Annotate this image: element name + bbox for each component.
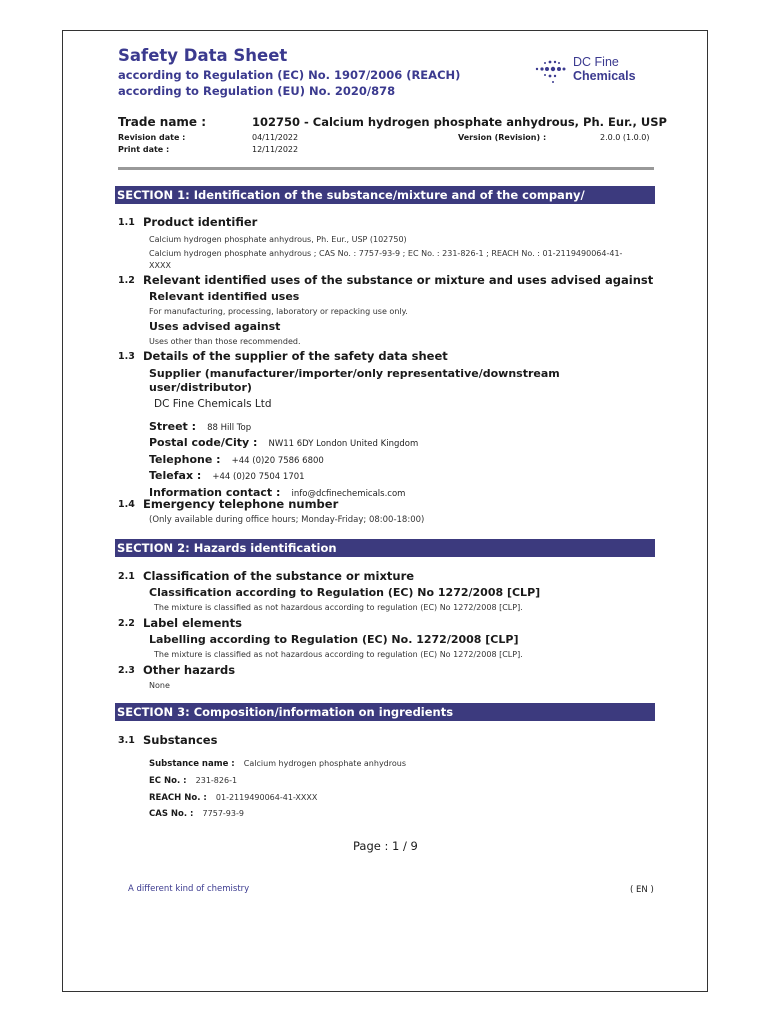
subsection-number: 2.1 xyxy=(118,571,135,582)
product-identifier-text: Calcium hydrogen phosphate anhydrous, Ph. Eur., USP (102750) xyxy=(149,235,407,244)
reach-number-value: 01-2119490064-41-XXXX xyxy=(215,793,318,802)
substance-name-label: Substance name : xyxy=(149,759,235,769)
product-identifier-details: Calcium hydrogen phosphate anhydrous ; CAS No. : 7757-93-9 ; EC No. : 231-826-1 ; REACH No. : 01-2119490064-41- xyxy=(149,249,623,258)
supplier-heading-line2: user/distributor) xyxy=(149,381,252,394)
other-hazards-heading: Other hazards xyxy=(143,663,236,677)
section-1-header: SECTION 1: Identification of the substance/mixture and of the company/ undertaking xyxy=(115,186,655,204)
uses-advised-against-heading: Uses advised against xyxy=(149,320,281,333)
subsection-number: 1.2 xyxy=(118,275,135,286)
subsection-number: 3.1 xyxy=(118,735,135,746)
product-identifier-details-cont: XXXX xyxy=(149,261,171,270)
product-identifier-heading: Product identifier xyxy=(143,215,258,229)
footer-tagline: A different kind of chemistry xyxy=(128,884,250,894)
postal-label: Postal code/City : xyxy=(149,436,258,449)
substances-heading: Substances xyxy=(143,733,218,747)
sds-page xyxy=(62,30,708,992)
cas-number-row xyxy=(149,801,244,820)
telefax-value: +44 (0)20 7504 1701 xyxy=(212,472,305,482)
cas-number-label: CAS No. : xyxy=(149,809,194,819)
molecule-dots-icon xyxy=(533,57,569,87)
classification-text: The mixture is classified as not hazardous according to regulation (EC) No 1272/2008 [CLP]. xyxy=(154,603,523,612)
street-label: Street : xyxy=(149,420,197,433)
street-value: 88 Hill Top xyxy=(207,423,252,433)
cas-number-value: 7757-93-9 xyxy=(202,809,244,818)
print-date-label: Print date : xyxy=(118,145,170,154)
company-name: DC Fine Chemicals Ltd xyxy=(154,398,272,410)
relevant-uses-heading: Relevant identified uses xyxy=(149,290,300,303)
section-2-header: SECTION 2: Hazards identification xyxy=(115,539,655,557)
other-hazards-text: None xyxy=(149,681,170,690)
info-contact-label: Information contact : xyxy=(149,486,281,499)
logo-text-chemicals: Chemicals xyxy=(573,69,636,83)
revision-date-value: 04/11/2022 xyxy=(252,133,299,142)
labelling-text: The mixture is classified as not hazardous according to regulation (EC) No 1272/2008 [CLP]. xyxy=(154,650,523,659)
telefax-label: Telefax : xyxy=(149,469,202,482)
substance-name-value: Calcium hydrogen phosphate anhydrous xyxy=(243,759,407,768)
supplier-heading-line1: Supplier (manufacturer/importer/only representative/downstream xyxy=(149,367,560,380)
dc-fine-chemicals-logo xyxy=(533,53,648,89)
subsection-number: 1.3 xyxy=(118,351,135,362)
identified-uses-heading: Relevant identified uses of the substance or mixture and uses advised against xyxy=(143,273,654,287)
subsection-number: 1.4 xyxy=(118,499,135,510)
language-code: ( EN ) xyxy=(630,885,654,895)
ec-number-value: 231-826-1 xyxy=(195,776,238,785)
info-contact-email[interactable]: info@dcfinechemicals.com xyxy=(291,489,406,499)
subsection-number: 1.1 xyxy=(118,217,135,228)
trade-name-label: Trade name : xyxy=(118,115,207,129)
trade-name-value: 102750 - Calcium hydrogen phosphate anhydrous, Ph. Eur., USP xyxy=(252,115,667,129)
emergency-phone-heading: Emergency telephone number xyxy=(143,497,339,511)
version-value: 2.0.0 (1.0.0) xyxy=(600,133,650,142)
subsection-number: 2.2 xyxy=(118,618,135,629)
ec-number-label: EC No. : xyxy=(149,776,187,786)
uses-advised-against-text: Uses other than those recommended. xyxy=(149,337,301,346)
label-elements-heading: Label elements xyxy=(143,616,242,630)
supplier-details-heading: Details of the supplier of the safety data sheet xyxy=(143,349,448,363)
section-3-header: SECTION 3: Composition/information on ingredients xyxy=(115,703,655,721)
page-number: Page : 1 / 9 xyxy=(353,839,418,853)
relevant-uses-text: For manufacturing, processing, laboratory or repacking use only. xyxy=(149,307,408,316)
classification-heading: Classification of the substance or mixture xyxy=(143,569,415,583)
telephone-value: +44 (0)20 7586 6800 xyxy=(231,456,324,466)
logo-text-dc-fine: DC Fine xyxy=(573,55,619,69)
print-date-value: 12/11/2022 xyxy=(252,145,299,154)
regulation-reach: according to Regulation (EC) No. 1907/2006 (REACH) xyxy=(118,68,461,82)
revision-date-label: Revision date : xyxy=(118,133,186,142)
emergency-phone-text: (Only available during office hours; Monday-Friday; 08:00-18:00) xyxy=(149,515,425,525)
reach-number-label: REACH No. : xyxy=(149,793,207,803)
clp-labelling-heading: Labelling according to Regulation (EC) No. 1272/2008 [CLP] xyxy=(149,633,519,646)
document-title: Safety Data Sheet xyxy=(118,46,288,65)
clp-classification-heading: Classification according to Regulation (EC) No 1272/2008 [CLP] xyxy=(149,586,541,599)
postal-value: NW11 6DY London United Kingdom xyxy=(268,439,419,449)
regulation-eu: according to Regulation (EU) No. 2020/878 xyxy=(118,84,396,98)
header-divider xyxy=(118,167,654,170)
version-label: Version (Revision) : xyxy=(458,133,547,142)
telephone-label: Telephone : xyxy=(149,453,221,466)
subsection-number: 2.3 xyxy=(118,665,135,676)
